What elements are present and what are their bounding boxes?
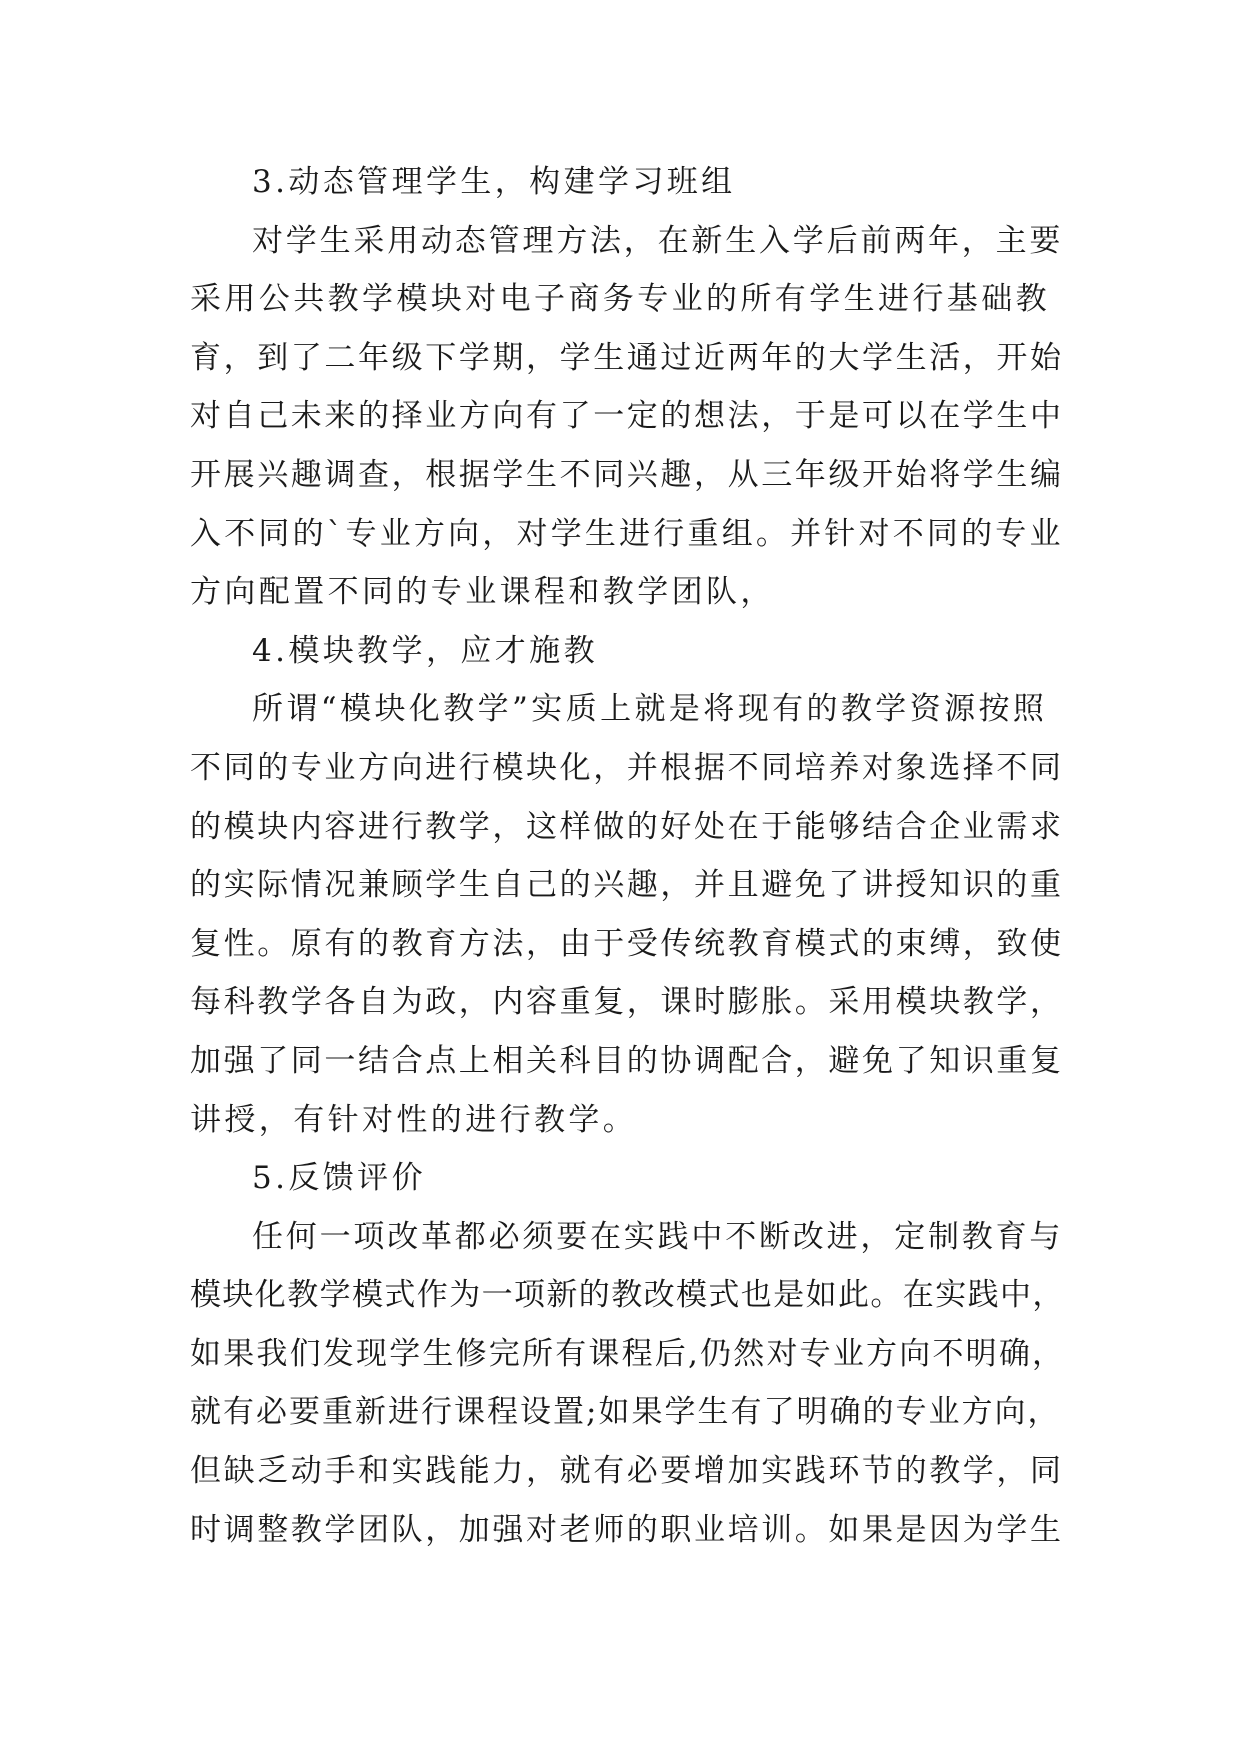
section-heading: 5.反馈评价 (252, 1160, 426, 1197)
paragraph-line: 复性。原有的教育方法，由于受传统教育模式的束缚，致使 (190, 925, 1064, 962)
paragraph-line: 时调整教学团队，加强对老师的职业培训。如果是因为学生 (190, 1511, 1064, 1548)
paragraph-line: 所谓“模块化教学”实质上就是将现有的教学资源按照 (252, 691, 1048, 728)
paragraph-line: 采用公共教学模块对电子商务专业的所有学生进行基础教 (190, 281, 1050, 318)
paragraph-line: 方向配置不同的专业课程和教学团队， (190, 574, 775, 611)
paragraph-line: 的实际情况兼顾学生自己的兴趣，并且避免了讲授知识的重 (190, 867, 1064, 904)
paragraph-line: 任何一项改革都必须要在实践中不断改进，定制教育与 (252, 1218, 1064, 1255)
paragraph-line: 如果我们发现学生修完所有课程后,仍然对专业方向不明确， (190, 1335, 1066, 1372)
paragraph-line: 每科教学各自为政，内容重复，课时膨胀。采用模块教学， (190, 984, 1064, 1021)
section-heading: 4.模块教学，应才施教 (252, 632, 598, 669)
paragraph-line: 模块化教学模式作为一项新的教改模式也是如此。在实践中， (190, 1277, 1065, 1314)
paragraph-line: 对自己未来的择业方向有了一定的想法，于是可以在学生中 (190, 398, 1064, 435)
paragraph-line: 入不同的`专业方向，对学生进行重组。并针对不同的专业 (190, 515, 1064, 552)
paragraph-line: 育，到了二年级下学期，学生通过近两年的大学生活，开始 (190, 339, 1064, 376)
paragraph-line: 加强了同一结合点上相关科目的协调配合，避免了知识重复 (190, 1042, 1064, 1079)
paragraph-line: 不同的专业方向进行模块化，并根据不同培养对象选择不同 (190, 749, 1064, 786)
document-body (190, 153, 1065, 1559)
paragraph-line: 对学生采用动态管理方法，在新生入学后前两年，主要 (252, 222, 1064, 259)
section-heading: 3.动态管理学生，构建学习班组 (252, 164, 736, 200)
paragraph-line: 讲授，有针对性的进行教学。 (190, 1101, 638, 1138)
paragraph-line: 的模块内容进行教学，这样做的好处在于能够结合企业需求 (190, 808, 1064, 845)
paragraph-line: 但缺乏动手和实践能力，就有必要增加实践环节的教学，同 (190, 1453, 1064, 1490)
paragraph-line: 开展兴趣调查，根据学生不同兴趣，从三年级开始将学生编 (190, 456, 1064, 493)
paragraph-line: 就有必要重新进行课程设置;如果学生有了明确的专业方向， (190, 1394, 1061, 1431)
